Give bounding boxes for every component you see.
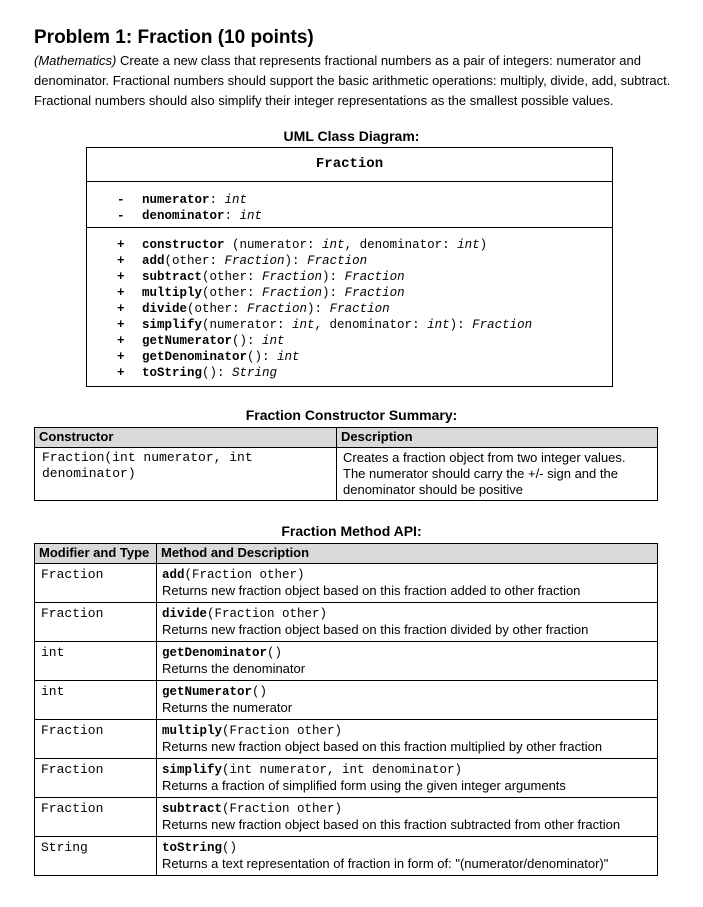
method-params: (Fraction other) [184, 568, 305, 582]
uml-method [87, 365, 612, 381]
uml-attribute [87, 208, 612, 224]
uml-visibility-symbol: + [117, 270, 125, 284]
method-name: subtract [162, 802, 223, 816]
method-signature [162, 840, 652, 856]
method-api-heading: Fraction Method API: [281, 523, 422, 539]
uml-attribute-type: int [224, 193, 248, 207]
intro-tag: (Mathematics) [34, 53, 117, 68]
modifier-type-cell: int [35, 642, 157, 681]
method-name: toString [162, 841, 223, 855]
description-column-header: Description [337, 428, 658, 448]
method-description: Returns the numerator [162, 700, 293, 715]
method-signature [162, 606, 652, 622]
method-signature [162, 723, 652, 739]
constructor-signature: Fraction(int numerator, int denominator) [35, 448, 337, 501]
uml-type: Fraction [344, 270, 405, 284]
uml-method-name: getDenominator [142, 350, 248, 364]
uml-heading: UML Class Diagram: [283, 128, 420, 144]
uml-signature-text: (numerator: [224, 238, 323, 252]
uml-method [87, 253, 612, 269]
uml-method-name: multiply [142, 286, 203, 300]
intro-text: Create a new class that represents fractional numbers as a pair of integers: numerator and denominator. Fractional numbers should support the basic arithmetic operations: multiply, divide, add, subtract. Fractional numbers should also simplify their integer representations as the smallest possible values. [34, 53, 671, 108]
uml-type: Fraction [224, 254, 285, 268]
table-row [35, 837, 658, 876]
uml-signature-text: (): [202, 366, 233, 380]
uml-method [87, 333, 612, 349]
method-params: () [267, 646, 283, 660]
uml-type: Fraction [472, 318, 533, 332]
uml-method-name: add [142, 254, 165, 268]
method-params: (Fraction other) [222, 802, 343, 816]
uml-method [87, 317, 612, 333]
table-row [35, 448, 658, 501]
method-params: (int numerator, int denominator) [222, 763, 463, 777]
method-params: () [252, 685, 268, 699]
uml-visibility-symbol: + [117, 318, 125, 332]
uml-method-name: subtract [142, 270, 203, 284]
method-cell [157, 681, 658, 720]
modifier-type-cell: Fraction [35, 564, 157, 603]
uml-signature-text: , denominator: [344, 238, 458, 252]
method-cell [157, 720, 658, 759]
modifier-type-cell: int [35, 681, 157, 720]
uml-signature-text: (other: [187, 302, 248, 316]
uml-signature-text: ): [322, 270, 345, 284]
method-cell [157, 564, 658, 603]
method-name: getDenominator [162, 646, 268, 660]
uml-type: Fraction [262, 270, 323, 284]
uml-signature-text: , denominator: [314, 318, 428, 332]
method-signature [162, 645, 652, 661]
method-description: Returns a fraction of simplified form using the given integer arguments [162, 778, 566, 793]
constructor-summary-table [34, 427, 658, 501]
uml-method-name: simplify [142, 318, 203, 332]
table-row [35, 564, 658, 603]
uml-type: Fraction [262, 286, 323, 300]
uml-class-diagram [86, 147, 613, 387]
method-name: add [162, 568, 185, 582]
method-params: () [222, 841, 238, 855]
method-description: Returns new fraction object based on this fraction multiplied by other fraction [162, 739, 603, 754]
uml-visibility-symbol: + [117, 302, 125, 316]
uml-type: Fraction [307, 254, 368, 268]
constructor-column-header: Constructor [35, 428, 337, 448]
uml-signature-text: ) [479, 238, 488, 252]
table-row [35, 681, 658, 720]
method-cell [157, 759, 658, 798]
method-cell [157, 603, 658, 642]
uml-method [87, 301, 612, 317]
table-row [35, 603, 658, 642]
uml-visibility-symbol: + [117, 286, 125, 300]
uml-method-name: toString [142, 366, 203, 380]
uml-type: Fraction [344, 286, 405, 300]
uml-signature-text: (numerator: [202, 318, 293, 332]
uml-type: int [277, 350, 300, 364]
method-api-table [34, 543, 658, 876]
constructor-summary-heading: Fraction Constructor Summary: [245, 407, 458, 423]
page-title: Problem 1: Fraction (10 points) [34, 27, 314, 48]
method-signature [162, 801, 652, 817]
uml-method-name: divide [142, 302, 188, 316]
type-column-header: Modifier and Type [35, 544, 157, 564]
uml-attribute-name: denominator [142, 209, 225, 223]
method-cell [157, 798, 658, 837]
uml-separator: : [224, 209, 240, 223]
uml-signature-text: (other: [164, 254, 225, 268]
modifier-type-cell: Fraction [35, 759, 157, 798]
uml-type: int [427, 318, 450, 332]
uml-type: String [232, 366, 278, 380]
method-name: simplify [162, 763, 223, 777]
uml-signature-text: ): [307, 302, 330, 316]
modifier-type-cell: Fraction [35, 720, 157, 759]
uml-attributes [87, 182, 612, 228]
table-row [35, 642, 658, 681]
problem-description [34, 51, 674, 111]
uml-method [87, 269, 612, 285]
method-column-header: Method and Description [157, 544, 658, 564]
method-description: Returns new fraction object based on this fraction subtracted from other fraction [162, 817, 621, 832]
uml-signature-text: (other: [202, 270, 263, 284]
uml-visibility-symbol: + [117, 350, 125, 364]
method-signature [162, 762, 652, 778]
table-header-row [35, 428, 658, 448]
uml-signature-text: ): [284, 254, 308, 268]
uml-visibility-symbol: - [117, 209, 125, 223]
uml-method-name: getNumerator [142, 334, 233, 348]
modifier-type-cell: Fraction [35, 603, 157, 642]
method-name: getNumerator [162, 685, 253, 699]
method-params: (Fraction other) [222, 724, 343, 738]
uml-method [87, 285, 612, 301]
method-params: (Fraction other) [207, 607, 328, 621]
uml-visibility-symbol: + [117, 334, 125, 348]
method-cell [157, 837, 658, 876]
uml-signature-text: (): [232, 334, 263, 348]
method-signature [162, 684, 652, 700]
uml-visibility-symbol: - [117, 193, 125, 207]
table-header-row [35, 544, 658, 564]
method-description: Returns a text representation of fraction in form of: "(numerator/denominator)" [162, 856, 609, 871]
uml-signature-text: (): [247, 350, 278, 364]
table-row [35, 798, 658, 837]
uml-type: Fraction [329, 302, 390, 316]
uml-signature-text: ): [449, 318, 473, 332]
method-description: Returns the denominator [162, 661, 306, 676]
uml-method [87, 349, 612, 365]
method-signature [162, 567, 652, 583]
modifier-type-cell: Fraction [35, 798, 157, 837]
constructor-description: Creates a fraction object from two integer values. The numerator should carry the +/- sign and the denominator should be positive [337, 448, 658, 501]
uml-visibility-symbol: + [117, 366, 125, 380]
uml-method [87, 237, 612, 253]
method-description: Returns new fraction object based on this fraction added to other fraction [162, 583, 581, 598]
table-row [35, 759, 658, 798]
method-name: divide [162, 607, 208, 621]
uml-type: int [457, 238, 480, 252]
uml-class-name: Fraction [87, 148, 612, 182]
table-row [35, 720, 658, 759]
uml-attribute-type: int [239, 209, 263, 223]
uml-signature-text: (other: [202, 286, 263, 300]
method-name: multiply [162, 724, 223, 738]
uml-type: int [262, 334, 285, 348]
method-description: Returns new fraction object based on this fraction divided by other fraction [162, 622, 589, 637]
uml-visibility-symbol: + [117, 254, 125, 268]
uml-attribute [87, 192, 612, 208]
uml-type: Fraction [247, 302, 308, 316]
uml-type: int [292, 318, 315, 332]
uml-attribute-name: numerator [142, 193, 210, 207]
uml-methods [87, 228, 612, 381]
uml-method-name: constructor [142, 238, 225, 252]
uml-separator: : [209, 193, 225, 207]
method-cell [157, 642, 658, 681]
uml-visibility-symbol: + [117, 238, 125, 252]
uml-type: int [322, 238, 345, 252]
modifier-type-cell: String [35, 837, 157, 876]
uml-signature-text: ): [322, 286, 345, 300]
